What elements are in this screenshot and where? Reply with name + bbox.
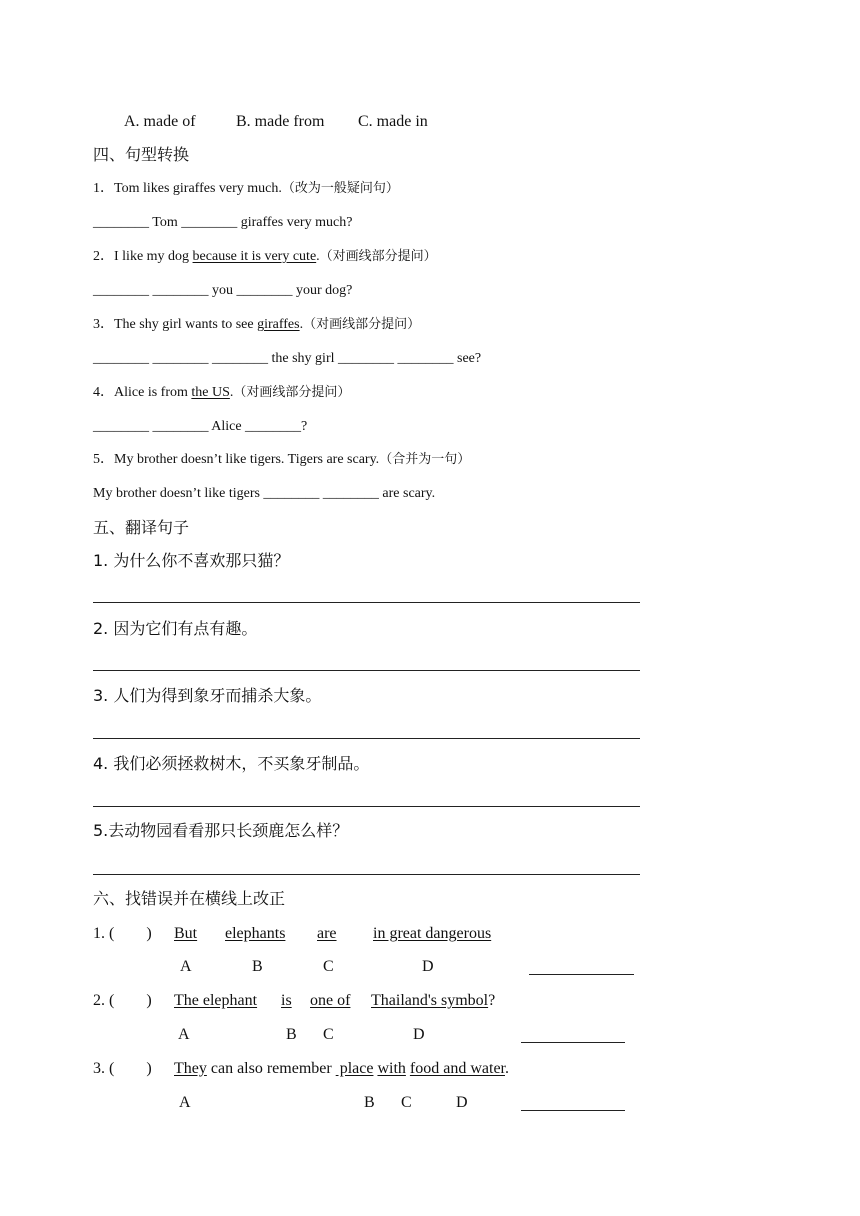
- s6-q2-num: 2. ( ): [93, 992, 152, 1009]
- s4-q2-underlined: because it is very cute: [192, 249, 317, 264]
- s4-q4-num: 4．: [93, 385, 114, 400]
- s4-q4-instruction: （对画线部分提问）: [233, 385, 351, 400]
- s4-q1-num: 1．: [93, 181, 114, 196]
- s6-q3-middle: can also remember: [206, 1060, 336, 1077]
- s6-q1-part-d: in great dangerous: [373, 925, 492, 942]
- s6-q3-letter-a: A: [179, 1094, 191, 1111]
- s5-q4: 4. 我们必须拯救树木，不买象牙制品。: [93, 754, 370, 773]
- option-b: B. made from: [236, 113, 325, 130]
- s6-q2-letter-b: B: [286, 1026, 297, 1043]
- s6-q2-letter-a: A: [178, 1026, 190, 1043]
- s6-q2-part-c: one of: [310, 992, 351, 1009]
- s6-q2-part-d-wrap: [371, 993, 495, 1009]
- s6-q3-tail: .: [504, 1060, 509, 1077]
- s4-q2-num: 2．: [93, 249, 114, 264]
- s6-q2-letter-c: C: [323, 1026, 334, 1043]
- s4-q2-pre: I like my dog: [114, 249, 193, 264]
- s6-q1-num: 1. ( ): [93, 925, 152, 942]
- option-c: C. made in: [358, 113, 428, 130]
- s4-q4-underlined: the US: [191, 385, 230, 400]
- s6-q1-letter-d: D: [422, 958, 434, 975]
- s4-q1-text: Tom likes giraffes very much.: [114, 181, 282, 196]
- s4-a2: ________ ________ you ________ your dog?: [93, 283, 353, 298]
- s4-q2: [93, 250, 437, 264]
- s6-q2-part-d: Thailand's symbol: [371, 992, 489, 1009]
- s6-q1-part-a: But: [174, 925, 198, 942]
- s6-q3-part-c: with: [377, 1060, 406, 1077]
- s6-q1-letter-a: A: [180, 958, 192, 975]
- s6-q2-tail: ?: [488, 992, 496, 1009]
- s4-a5: My brother doesn’t like tigers ________ ________ are scary.: [93, 486, 436, 501]
- s6-q1-part-c: are: [317, 925, 337, 942]
- s4-q1-instruction: （改为一般疑问句）: [281, 181, 399, 196]
- s4-q2-post: .: [316, 249, 320, 264]
- s4-q3: [93, 318, 420, 332]
- s4-q3-num: 3．: [93, 317, 114, 332]
- section5-heading: 五、翻译句子: [93, 518, 190, 537]
- s6-q3-letter-b: B: [364, 1094, 375, 1111]
- s5-answer-line-2: [93, 670, 640, 671]
- s4-q3-pre: The shy girl wants to see: [114, 317, 258, 332]
- s6-q3-letter-c: C: [401, 1094, 412, 1111]
- s4-q5: [93, 453, 470, 467]
- s4-a4: ________ ________ Alice ________?: [93, 419, 308, 434]
- option-a: A. made of: [124, 113, 196, 130]
- s4-a1: ________ Tom ________ giraffes very much?: [93, 215, 353, 230]
- s5-q2: 2. 因为它们有点有趣。: [93, 619, 258, 638]
- s4-q3-underlined: giraffes: [257, 317, 300, 332]
- s4-q5-instruction: （合并为一句）: [379, 452, 471, 467]
- s6-q3-part-b: place: [335, 1060, 374, 1077]
- s4-q4-pre: Alice is from: [114, 385, 192, 400]
- s6-q3-num: 3. ( ): [93, 1060, 152, 1077]
- section6-heading: 六、找错误并在横线上改正: [93, 889, 286, 908]
- s4-q4: [93, 386, 350, 400]
- s4-q3-instruction: （对画线部分提问）: [303, 317, 421, 332]
- s6-q3-letter-d: D: [456, 1094, 468, 1111]
- s6-q2-part-b: is: [281, 992, 292, 1009]
- s6-q2-part-a: The elephant: [174, 992, 258, 1009]
- s4-q4-post: .: [229, 385, 234, 400]
- s6-q2-letter-d: D: [413, 1026, 425, 1043]
- s4-q3-post: .: [299, 317, 304, 332]
- s6-q2-correction-line: [521, 1042, 625, 1043]
- s4-q1: [93, 182, 399, 196]
- s5-answer-line-3: [93, 738, 640, 739]
- s5-answer-line-4: [93, 806, 640, 807]
- s6-q3-correction-line: [521, 1110, 625, 1111]
- s6-q3-part-a: They: [174, 1060, 207, 1077]
- s4-a3: ________ ________ ________ the shy girl ________ ________ see?: [93, 351, 482, 366]
- s6-q1-letter-b: B: [252, 958, 263, 975]
- s6-q3-part-d: food and water: [409, 1060, 505, 1077]
- s6-q3-sentence: [174, 1061, 509, 1077]
- s4-q5-text: My brother doesn’t like tigers. Tigers are scary.: [114, 452, 380, 467]
- s4-q5-num: 5．: [93, 452, 114, 467]
- s4-q2-instruction: （对画线部分提问）: [319, 249, 437, 264]
- s5-q1: 1. 为什么你不喜欢那只猫？: [93, 551, 290, 570]
- s6-q1-letter-c: C: [323, 958, 334, 975]
- section4-heading: 四、句型转换: [93, 145, 190, 164]
- s5-q3: 3. 人们为得到象牙而捕杀大象。: [93, 686, 322, 705]
- s5-answer-line-1: [93, 602, 640, 603]
- s5-q5: 5.去动物园看看那只长颈鹿怎么样？: [93, 821, 349, 840]
- s5-answer-line-5: [93, 874, 640, 875]
- s6-q1-part-b: elephants: [225, 925, 286, 942]
- s6-q1-correction-line: [529, 974, 634, 975]
